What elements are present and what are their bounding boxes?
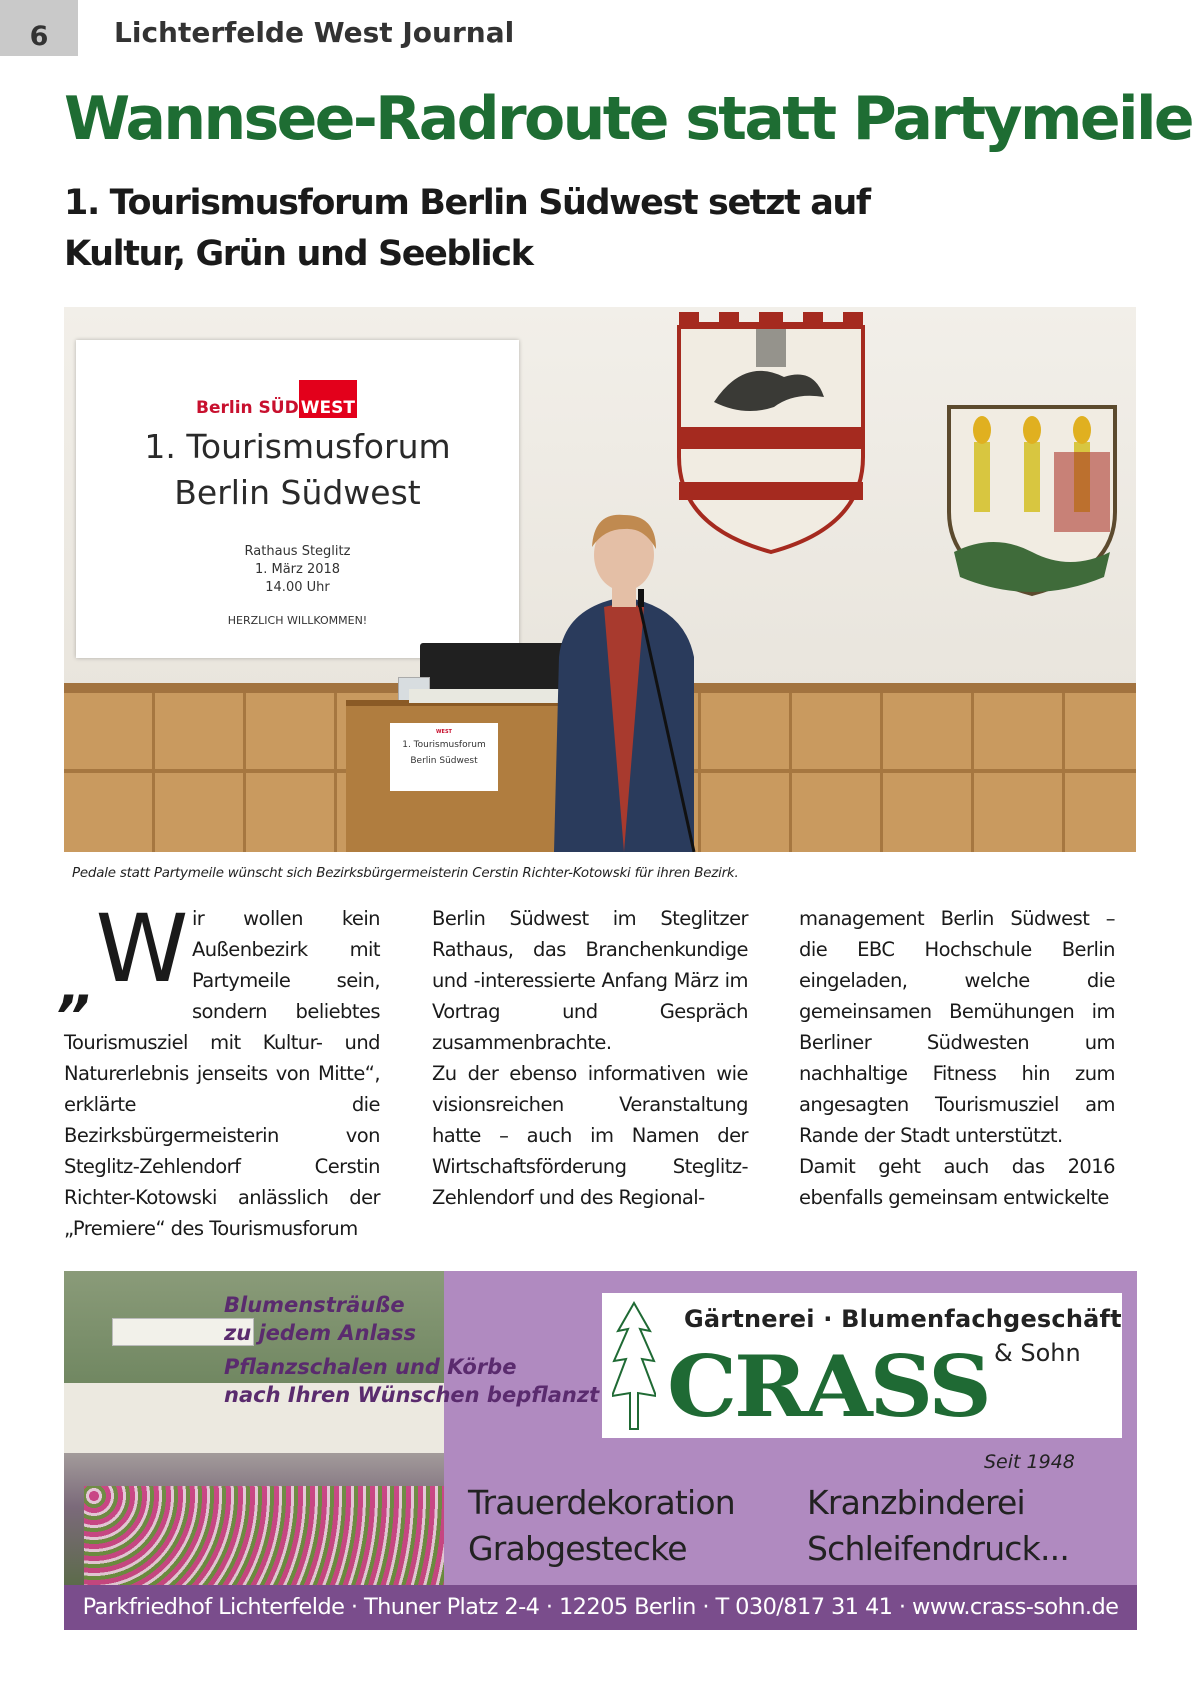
ad-service-grabgestecke: Grabgestecke bbox=[468, 1529, 687, 1568]
fir-tree-icon bbox=[612, 1301, 656, 1431]
column-1-text: ir wollen kein Außenbezirk mit Partymeile sein, sondern beliebtes Tourismusziel mit Kultur- und Naturerlebnis jenseits von Mitte“, erklärte die Bezirksbürgermeisterin von Steglitz-Zehlendorf Cerstin Richter-Kotowski anlässlich der „Premiere“ des Tourismusforum bbox=[64, 907, 380, 1240]
ad-slogan-line3: Pflanzschalen und Körbe bbox=[224, 1355, 517, 1379]
ad-brand-name: CRASS bbox=[667, 1337, 989, 1436]
screen-meta-line2: 1. März 2018 bbox=[254, 562, 341, 577]
screen-title-line2: Berlin Südwest bbox=[174, 473, 421, 512]
ad-services-left bbox=[468, 1480, 735, 1572]
logo-text-right: WEST bbox=[299, 380, 357, 418]
journal-name: Lichterfelde West Journal bbox=[114, 16, 515, 49]
speaker-figure bbox=[544, 507, 704, 852]
ad-slogan bbox=[224, 1291, 600, 1409]
screen-meta bbox=[76, 543, 519, 597]
screen-title-line1: 1. Tourismusforum bbox=[144, 427, 451, 466]
ad-slogan-line2: zu jedem Anlass bbox=[224, 1321, 416, 1345]
article-subheadline: 1. Tourismusforum Berlin Südwest setzt auf Kultur, Grün und Seeblick bbox=[64, 183, 870, 274]
berlin-suedwest-logo bbox=[196, 380, 357, 418]
photo-caption: Pedale statt Partymeile wünscht sich Bezirksbürgermeisterin Cerstin Richter-Kotowski für ihren Bezirk. bbox=[72, 866, 739, 881]
ad-services-right bbox=[807, 1480, 1069, 1572]
ad-service-trauerdekoration: Trauerdekoration bbox=[468, 1483, 735, 1522]
ad-business-type: Gärtnerei · Blumenfachgeschäft bbox=[684, 1305, 1122, 1333]
lectern-sign-logo: WEST bbox=[436, 729, 452, 735]
ad-flower-display bbox=[84, 1486, 444, 1586]
screen-welcome: HERZLICH WILLKOMMEN! bbox=[227, 614, 368, 627]
ad-footer-address: Parkfriedhof Lichterfelde · Thuner Platz 2-4 · 12205 Berlin · T 030/817 31 41 · www.crass-sohn.de bbox=[64, 1585, 1137, 1630]
lectern-sign-line2: Berlin Südwest bbox=[410, 756, 478, 766]
column-3-paragraph-1: management Berlin Südwest – die EBC Hochschule Berlin eingeladen, welche die gemeinsamen Bemühungen im Berliner Südwesten um nachhaltige Fitness hin zum angesagten Tourismusziel am Rande der Stadt unterstützt. bbox=[799, 907, 1115, 1147]
article-column-3 bbox=[799, 903, 1115, 1213]
ad-since: Seit 1948 bbox=[984, 1451, 1075, 1473]
screen-meta-line1: Rathaus Steglitz bbox=[244, 544, 351, 559]
column-2-paragraph-2: Zu der ebenso informativen wie visionsreichen Veranstaltung hatte – auch im Namen der Wirtschaftsförderung Steglitz-Zehlendorf und des Regional- bbox=[432, 1062, 748, 1209]
lectern-sign-line1: 1. Tourismusforum bbox=[402, 740, 486, 750]
crass-advertisement bbox=[64, 1271, 1137, 1630]
page-number: 6 bbox=[0, 0, 78, 56]
drop-cap-quote: „ bbox=[60, 954, 96, 1019]
lectern-sign bbox=[390, 723, 498, 791]
article-photo bbox=[64, 307, 1136, 852]
column-1-paragraph bbox=[60, 895, 380, 1244]
screen-meta-line3: 14.00 Uhr bbox=[265, 580, 330, 595]
screen-title bbox=[76, 424, 519, 516]
ad-service-kranzbinderei: Kranzbinderei bbox=[807, 1483, 1025, 1522]
ad-service-schleifendruck: Schleifendruck... bbox=[807, 1529, 1070, 1568]
drop-cap-letter: W bbox=[95, 895, 188, 1004]
article-column-2 bbox=[432, 903, 748, 1213]
article-headline: Wannsee-Radroute statt Partymeile bbox=[64, 84, 1192, 154]
logo-text-left: Berlin SÜD bbox=[196, 398, 299, 418]
drop-cap bbox=[60, 895, 188, 1026]
article-column-1 bbox=[60, 895, 380, 1244]
projection-screen bbox=[76, 340, 519, 658]
zehlendorf-coat-of-arms-icon bbox=[944, 402, 1120, 598]
column-2-paragraph-1: Berlin Südwest im Steglitzer Rathaus, das Branchenkundige und -interessierte Anfang März im Vortrag und Gespräch zusammenbrachte. bbox=[432, 907, 748, 1054]
ad-brand-suffix: & Sohn bbox=[994, 1339, 1081, 1367]
ad-slogan-line1: Blumensträuße bbox=[224, 1293, 405, 1317]
ad-slogan-line4: nach Ihren Wünschen bepflanzt bbox=[224, 1383, 600, 1407]
column-3-paragraph-2: Damit geht auch das 2016 ebenfalls gemeinsam entwickelte bbox=[799, 1155, 1115, 1209]
